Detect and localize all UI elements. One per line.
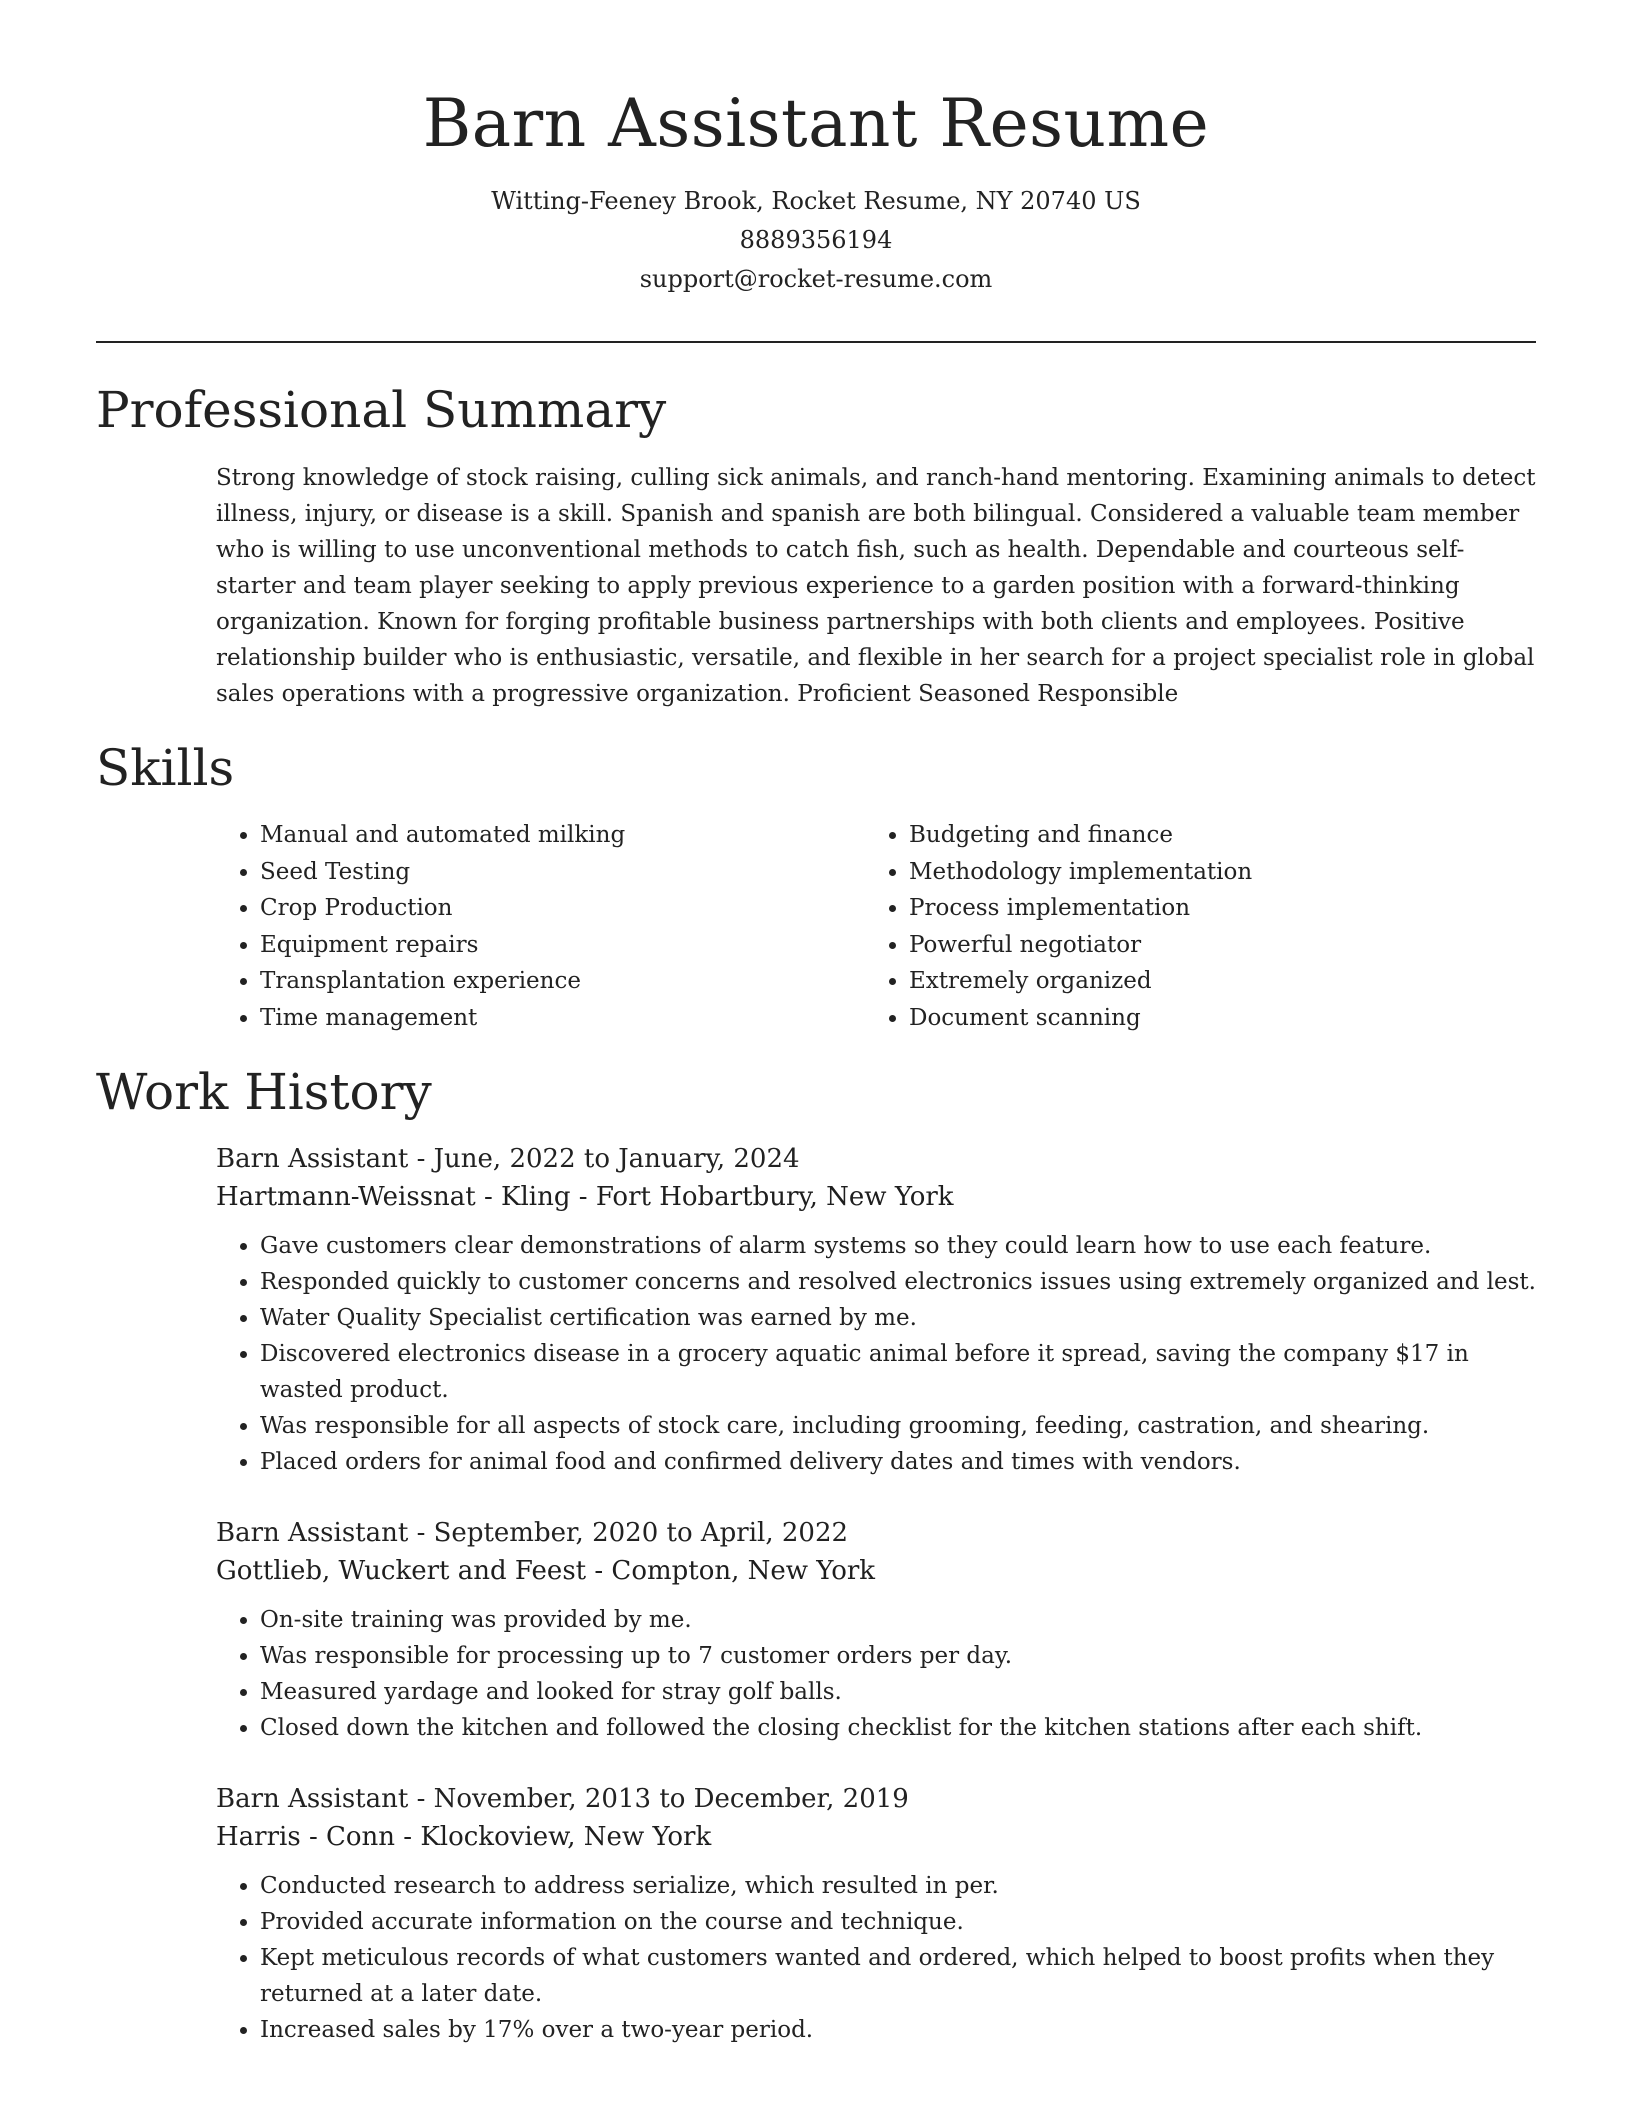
list-item: • Seed Testing (260, 854, 865, 891)
job-bullets (216, 1868, 1536, 2048)
job-employer-line: Harris - Conn - Klockoview, New York (216, 1822, 712, 1852)
list-item: • Manual and automated milking (260, 817, 865, 854)
list-item: • Increased sales by 17% over a two-year period. (260, 2012, 1536, 2048)
summary-heading: Professional Summary (96, 381, 667, 439)
list-item: • Closed down the kitchen and followed the closing checklist for the kitchen stations after each shift. (260, 1710, 1536, 1746)
job-title-line: Barn Assistant - June, 2022 to January, 2024 (216, 1144, 800, 1174)
skills-heading: Skills (96, 739, 235, 797)
list-item: • Conducted research to address serialize, which resulted in per. (260, 1868, 1536, 1904)
list-item: • Budgeting and finance (909, 817, 1514, 854)
list-item: • Was responsible for all aspects of stock care, including grooming, feeding, castration, and shearing. (260, 1408, 1536, 1444)
contact-phone: 8889356194 (739, 226, 893, 254)
contact-email: support@rocket-resume.com (639, 265, 993, 293)
list-item: • Measured yardage and looked for stray golf balls. (260, 1674, 1536, 1710)
resume-header (0, 80, 1632, 299)
work-history-section (216, 1140, 1536, 2082)
list-item: • Crop Production (260, 890, 865, 927)
list-item: • Equipment repairs (260, 927, 865, 964)
list-item: • Water Quality Specialist certification was earned by me. (260, 1300, 1536, 1336)
skills-list-left (216, 817, 865, 1036)
skills-section (216, 817, 1536, 1036)
list-item: • Responded quickly to customer concerns and resolved electronics issues using extremely organized and lest. (260, 1264, 1536, 1300)
list-item: • Extremely organized (909, 963, 1514, 1000)
job-bullets (216, 1602, 1536, 1746)
list-item: • Kept meticulous records of what customers wanted and ordered, which helped to boost profits when they returned at a later date. (260, 1940, 1536, 2012)
list-item: • Provided accurate information on the course and technique. (260, 1904, 1536, 1940)
list-item: • Process implementation (909, 890, 1514, 927)
list-item: • Discovered electronics disease in a grocery aquatic animal before it spread, saving the company $17 in wasted product. (260, 1336, 1536, 1408)
contact-address: Witting-Feeney Brook, Rocket Resume, NY 20740 US (491, 187, 1141, 215)
skills-list-right (865, 817, 1514, 1036)
list-item: • Placed orders for animal food and confirmed delivery dates and times with vendors. (260, 1444, 1536, 1480)
list-item: • Was responsible for processing up to 7 customer orders per day. (260, 1638, 1536, 1674)
list-item: • Powerful negotiator (909, 927, 1514, 964)
list-item: • Document scanning (909, 1000, 1514, 1037)
list-item: • On-site training was provided by me. (260, 1602, 1536, 1638)
job-employer-line: Hartmann-Weissnat - Kling - Fort Hobartbury, New York (216, 1182, 954, 1212)
job-bullets (216, 1228, 1536, 1480)
job-entry (216, 1140, 1536, 1480)
list-item: • Methodology implementation (909, 854, 1514, 891)
summary-section (216, 460, 1536, 712)
job-entry (216, 1514, 1536, 1746)
work-history-heading: Work History (96, 1063, 432, 1121)
contact-block (0, 182, 1632, 299)
list-item: • Time management (260, 1000, 865, 1037)
list-item: • Gave customers clear demonstrations of alarm systems so they could learn how to use each feature. (260, 1228, 1536, 1264)
header-divider (96, 341, 1536, 343)
job-employer-line: Gottlieb, Wuckert and Feest - Compton, New York (216, 1556, 876, 1586)
page-title: Barn Assistant Resume (422, 85, 1210, 162)
summary-text: Strong knowledge of stock raising, culling sick animals, and ranch-hand mentoring. Examining animals to detect illness, injury, or disease is a skill. Spanish and spanish are both bilingual. Considered a valuable team member who is willing to use unconventional methods to catch fish, such as health. Dependable and courteous self-starter and team player seeking to apply previous experience to a garden position with a forward-thinking organization. Known for forging profitable business partnerships with both clients and employees. Positive relationship builder who is enthusiastic, versatile, and flexible in her search for a project specialist role in global sales operations with a progressive organization. Proficient Seasoned Responsible (216, 465, 1536, 707)
job-title-line: Barn Assistant - September, 2020 to April, 2022 (216, 1518, 849, 1548)
list-item: • Transplantation experience (260, 963, 865, 1000)
job-title-line: Barn Assistant - November, 2013 to December, 2019 (216, 1784, 909, 1814)
job-entry (216, 1780, 1536, 2048)
